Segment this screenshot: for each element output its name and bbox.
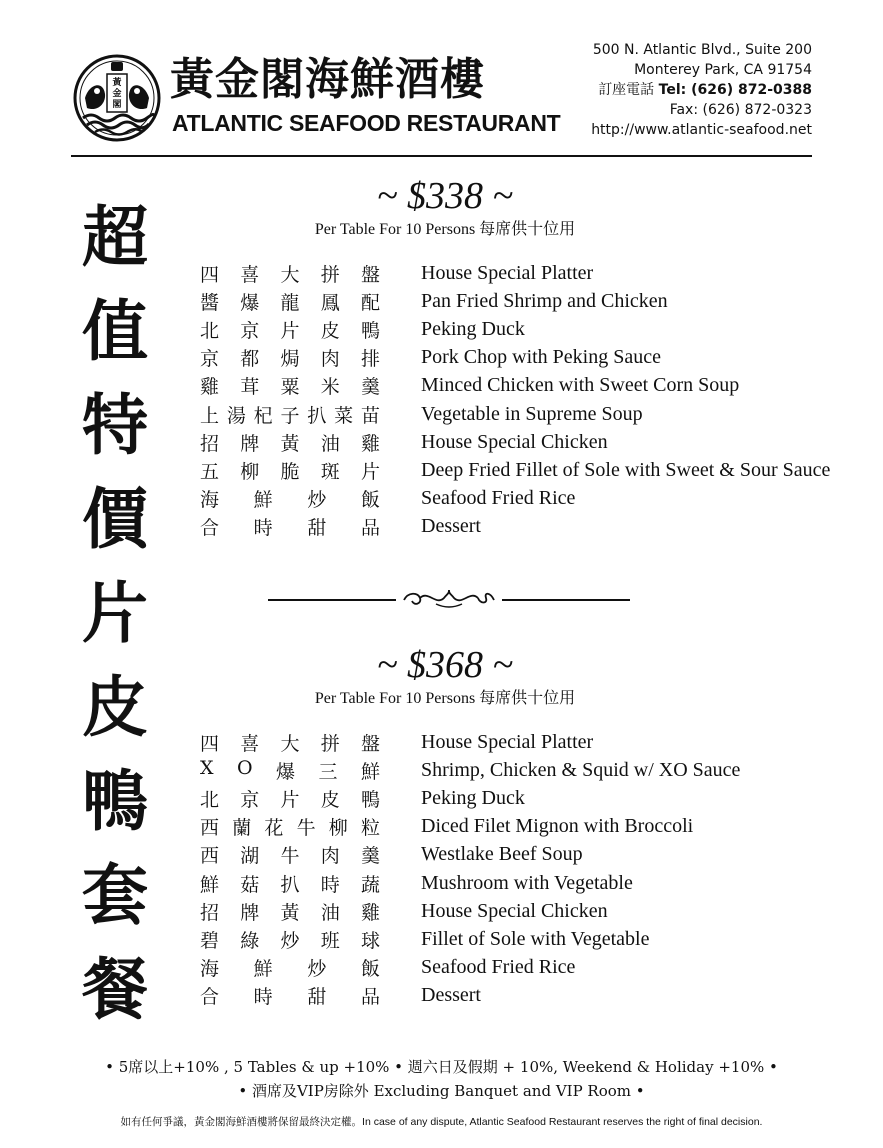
menu-item-en: Vegetable in Supreme Soup [421,402,643,425]
menu-item-zh-char: 片 [360,460,380,483]
menu-item-zh-char: 四 [200,732,220,755]
menu-item-zh-char: 北 [200,788,220,811]
menu-item-zh [200,429,380,456]
menu-item-zh-char: 盤 [360,263,380,286]
menu-item-zh [200,401,380,428]
menu-item-zh-char: 炒 [307,489,327,512]
menu-item-zh-char: 碧 [200,929,220,952]
menu-item-en: House Special Chicken [421,430,608,453]
restaurant-name-en: ATLANTIC SEAFOOD RESTAURANT [172,110,561,136]
menu-price: ~ $338 ~ [376,175,514,217]
menu-item-zh-char: 爆 [240,291,260,314]
menu-item-zh-char: 羹 [360,376,380,399]
menu-item [200,756,880,784]
logo-char-1: 黃 [112,78,122,88]
menu-item-zh-char: 焗 [280,348,300,371]
menu-item-zh-char: 片 [280,788,300,811]
menu-item-zh-char: 綠 [240,929,260,952]
website-link[interactable]: http://www.atlantic-seafood.net [591,122,812,138]
menu-item-zh-char: 牌 [240,432,260,455]
address-line-1: 500 N. Atlantic Blvd., Suite 200 [592,42,812,58]
menu-item-zh-char: 粟 [280,376,300,399]
menu-item-zh-char: 斑 [320,460,340,483]
menu-item-en: House Special Platter [421,261,594,284]
menu-item [200,287,880,315]
menu-item-zh [200,813,380,840]
menu-item-zh-char: 西 [200,845,220,868]
menu-item-zh [200,870,380,897]
menu-item-zh-char: 雞 [360,901,380,924]
menu-item-zh-char: 三 [318,760,338,783]
menu-item-zh [200,372,380,399]
menu-item-zh-char: 湯 [226,404,246,427]
menu-item-zh-char: 杞 [253,404,273,427]
menu-item-zh-char: 黃 [280,432,300,455]
menu-item-zh-char: 肉 [320,348,340,371]
menu-item-zh [200,344,380,371]
fax-line: Fax: (626) 872-0323 [669,102,812,118]
menu-item-zh-char: 排 [360,348,380,371]
menu-item-zh-char: 爆 [276,760,296,783]
menu-item-zh-char: 皮 [320,788,340,811]
menu-item-zh-char: 鮮 [253,958,273,981]
vertical-title-char: 價 [82,480,148,558]
menu-item-zh-char: 柳 [240,460,260,483]
menu-item-zh-char: 蘭 [232,817,252,840]
menu-item-zh-char: 品 [360,517,380,540]
restaurant-logo-icon [73,54,161,142]
vertical-title-char: 皮 [82,668,148,746]
menu-item-zh [200,982,380,1009]
menu-item-en: Pork Chop with Peking Sauce [421,346,661,369]
menu-item-zh-char: 招 [200,901,220,924]
menu-item-zh-char: 都 [240,348,260,371]
menu-item-zh-char: 柳 [328,817,348,840]
menu-item-en: Pan Fried Shrimp and Chicken [421,289,668,312]
disclaimer: 如有任何爭議，黃金閣海鮮酒樓將保留最終決定權。In case of any dispute, Atlantic Seafood Restaurant reserves the right of final decision. [120,1116,763,1128]
vertical-title-char: 特 [82,386,148,464]
menu-item-en: Seafood Fried Rice [421,956,576,979]
menu-item-zh-char: 炒 [280,929,300,952]
menu-item-zh [200,457,380,484]
address-line-2: Monterey Park, CA 91754 [634,62,812,78]
menu-item-zh [200,485,380,512]
menu-item-zh-char: 皮 [320,319,340,342]
menu-item-zh-char: 飯 [360,958,380,981]
logo-char-3: 閣 [112,100,122,110]
menu-item-zh-char: 鳳 [320,291,340,314]
menu-item-zh-char: 品 [360,986,380,1009]
menu-item-zh-char: 甜 [307,986,327,1009]
menu-item-zh-char: 米 [320,376,340,399]
menu-item-zh-char: 龍 [280,291,300,314]
menu-item [200,513,880,541]
menu-item-zh-char: 片 [280,319,300,342]
menu-item-zh [200,898,380,925]
vertical-title [70,190,160,1036]
menu-item-zh-char: 飯 [360,489,380,512]
menu-item [200,372,880,400]
menu-item-zh-char: 扒 [307,404,327,427]
menu-item-zh-char: 拼 [320,263,340,286]
menu-item-zh-char: 招 [200,432,220,455]
menu-item-zh-char: 時 [320,873,340,896]
menu-item-zh-char: 鮮 [360,760,380,783]
menu-item-en: Shrimp, Chicken & Squid w/ XO Sauce [421,758,741,781]
menu-item-zh-char: 班 [320,929,340,952]
menu-item-zh-char: 海 [200,489,220,512]
menu-item-en: Dessert [421,984,481,1007]
menu-item-zh-char: 大 [280,263,300,286]
menu-item-en: Dessert [421,515,481,538]
menu-item-zh-char: 花 [264,817,284,840]
contact-block [591,40,812,140]
menu-item [200,259,880,287]
menu-item-zh-char: 京 [240,319,260,342]
menu-item [200,982,880,1010]
menu-item-zh [200,785,380,812]
menu-item-zh-char: 粒 [360,817,380,840]
menu-item-zh [200,288,380,315]
menu-items [200,728,880,1010]
menu-item-zh-char: X [200,756,214,779]
menu-item-zh [200,316,380,343]
menu-item-zh-char: 蔬 [360,873,380,896]
menu-item-zh [200,926,380,953]
menu-item [200,954,880,982]
menu-item-zh-char: 盤 [360,732,380,755]
menu-item-zh-char: 牛 [296,817,316,840]
menu-item-en: House Special Platter [421,730,594,753]
menu-item [200,428,880,456]
menu-item [200,456,880,484]
menu-item [200,728,880,756]
vertical-title-char: 鴨 [82,762,148,840]
menu-item-en: Fillet of Sole with Vegetable [421,927,650,950]
menu-item-en: Deep Fried Fillet of Sole with Sweet & Sour Sauce [421,458,831,481]
menu-item-zh [200,757,380,784]
menu-item-zh-char: 北 [200,319,220,342]
menu-item-zh-char: 大 [280,732,300,755]
menu-item-zh-char: 拼 [320,732,340,755]
vertical-title-char: 套 [82,856,148,934]
menu-item-zh-char: 雞 [360,432,380,455]
tel-number: Tel: (626) 872-0388 [658,82,812,98]
per-table-note: Per Table For 10 Persons 每席供十位用 [314,221,576,238]
menu-section-338 [200,176,880,541]
menu-item-zh-char: 肉 [320,845,340,868]
tel-label: 訂座電話 [598,82,655,98]
menu-item-zh-char: 苗 [360,404,380,427]
menu-item [200,841,880,869]
menu-item-zh-char: 鴨 [360,788,380,811]
menu-item-en: Westlake Beef Soup [421,843,583,866]
vertical-title-char: 片 [82,574,148,652]
vertical-title-char: 超 [82,198,148,276]
menu-item-zh-char: 鮮 [253,489,273,512]
menu-section-368 [200,645,880,1010]
phone-line [591,80,812,100]
menu-item-zh-char: 脆 [280,460,300,483]
menu-item-zh-char: 雞 [200,376,220,399]
menu-item-zh-char: 西 [200,817,220,840]
exclusion-note: • 酒席及VIP房除外 Excluding Banquet and VIP Room • [238,1082,645,1100]
menu-item [200,315,880,343]
menu-item-zh-char: 合 [200,517,220,540]
menu-item-zh-char: 菜 [334,404,354,427]
menu-item-zh-char: 牌 [240,901,260,924]
menu-item-zh-char: 五 [200,460,220,483]
menu-item-zh-char: 油 [320,901,340,924]
menu-item [200,869,880,897]
menu-item [200,344,880,372]
menu-item-zh [200,260,380,287]
menu-price: ~ $368 ~ [376,644,514,686]
menu-item-en: Diced Filet Mignon with Broccoli [421,815,694,838]
menu-item [200,784,880,812]
ornament-divider-icon [268,586,630,614]
menu-item-en: House Special Chicken [421,899,608,922]
menu-item-zh-char: 醬 [200,291,220,314]
menu-item-zh-char: 喜 [240,263,260,286]
menu-item-zh-char: 湖 [240,845,260,868]
menu-item-en: Seafood Fried Rice [421,487,576,510]
menu-item-zh [200,841,380,868]
menu-item-zh [200,729,380,756]
menu-item-zh [200,954,380,981]
menu-item-en: Peking Duck [421,786,525,809]
vertical-title-char: 餐 [82,950,148,1028]
vertical-title-char: 值 [82,292,148,370]
menu-item-zh-char: 京 [200,348,220,371]
menu-item-zh-char: 時 [253,517,273,540]
menu-item-zh-char: 炒 [307,958,327,981]
menu-item-zh-char: 菇 [240,873,260,896]
menu-item-en: Mushroom with Vegetable [421,871,633,894]
menu-item [200,485,880,513]
menu-item-zh-char: 黃 [280,901,300,924]
menu-item-zh [200,513,380,540]
menu-item [200,400,880,428]
logo-char-2: 金 [112,89,122,99]
menu-items [200,259,880,541]
restaurant-name-zh: 黃金閣海鮮酒樓 [170,54,485,105]
menu-item-zh-char: 茸 [240,376,260,399]
menu-item-zh-char: 京 [240,788,260,811]
menu-item-zh-char: 牛 [280,845,300,868]
menu-item-zh-char: 子 [280,404,300,427]
menu-item-zh-char: 喜 [240,732,260,755]
menu-item-zh-char: 甜 [307,517,327,540]
menu-item-zh-char: 油 [320,432,340,455]
menu-item-zh-char: 扒 [280,873,300,896]
header-divider [71,155,812,157]
menu-item [200,925,880,953]
menu-item-en: Peking Duck [421,317,525,340]
menu-item-zh-char: 海 [200,958,220,981]
menu-item-zh-char: 鴨 [360,319,380,342]
menu-item-zh-char: 球 [360,929,380,952]
per-table-note: Per Table For 10 Persons 每席供十位用 [314,690,576,707]
menu-item-en: Minced Chicken with Sweet Corn Soup [421,374,740,397]
menu-item-zh-char: 合 [200,986,220,1009]
menu-item-zh-char: 配 [360,291,380,314]
menu-item-zh-char: O [236,756,253,779]
menu-item [200,897,880,925]
menu-item-zh-char: 四 [200,263,220,286]
menu-item-zh-char: 時 [253,986,273,1009]
menu-item [200,813,880,841]
menu-item-zh-char: 羹 [360,845,380,868]
menu-item-zh-char: 鮮 [200,873,220,896]
surcharge-note: • 5席以上+10% , 5 Tables & up +10% • 週六日及假期 + 10%, Weekend & Holiday +10% • [105,1058,778,1076]
menu-item-zh-char: 上 [200,404,220,427]
